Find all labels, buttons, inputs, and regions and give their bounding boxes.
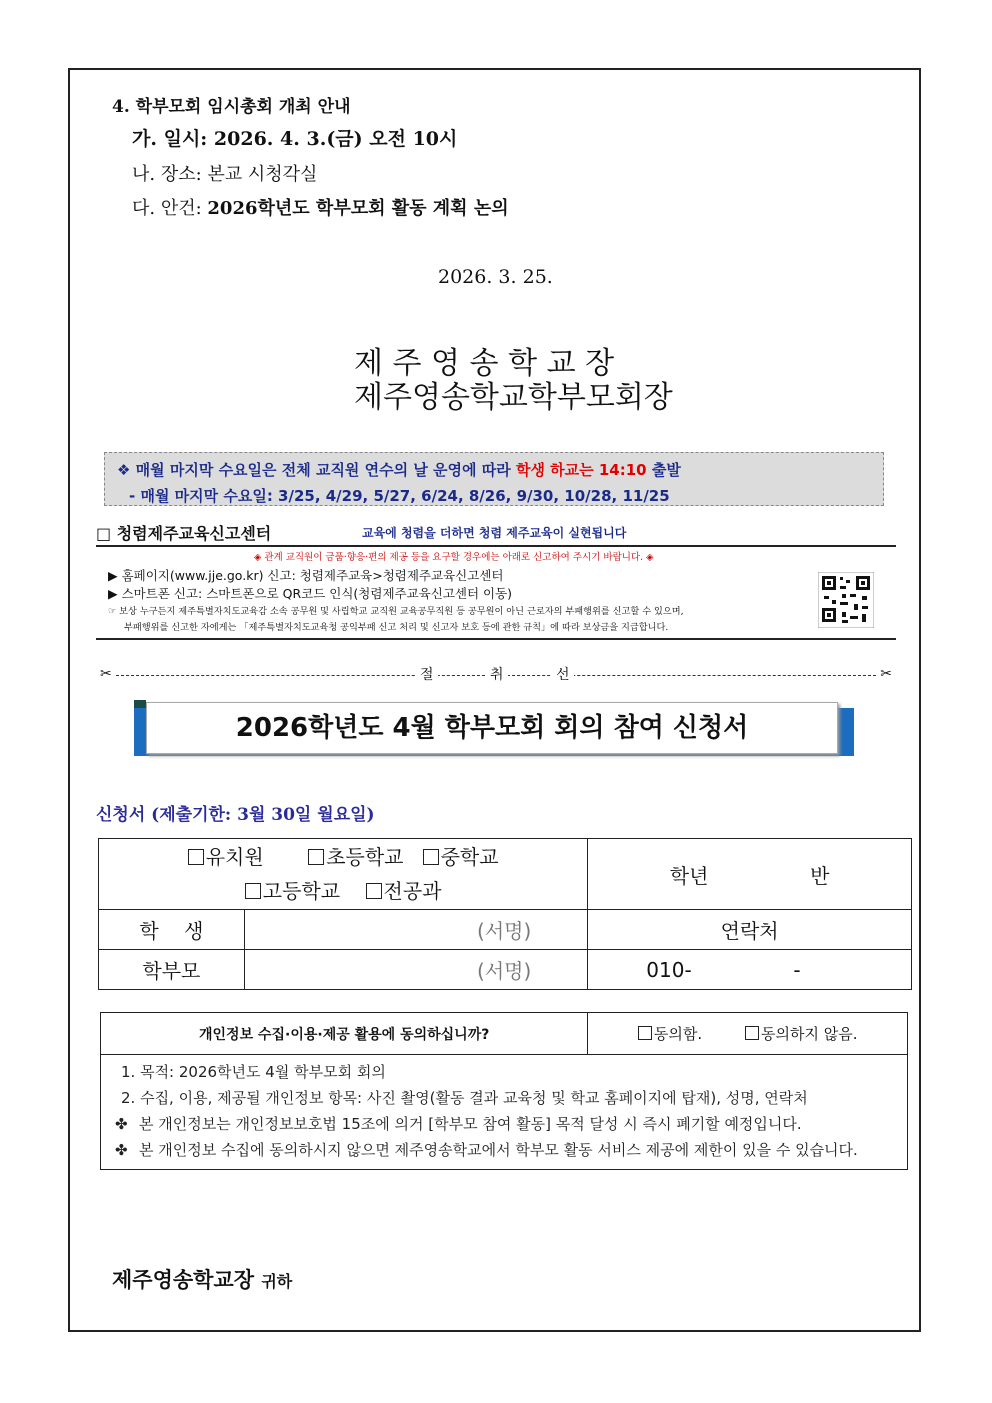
checkbox-elementary[interactable] [308, 845, 403, 869]
grade-label: 학년 [669, 863, 709, 888]
integrity-subnote: ◈ 관계 교직원이 금품·향응·편의 제공 등을 요구할 경우에는 아래로 신고하여 주시기 바랍니다. ◈ [254, 552, 654, 563]
consent-details-row [101, 1055, 908, 1170]
school-type-row [99, 839, 912, 910]
checkbox-middle[interactable] [423, 845, 499, 869]
sign-hint: (서명) [477, 919, 532, 943]
checkbox-icon[interactable] [188, 849, 204, 865]
cut-line [96, 668, 896, 684]
checkbox-icon[interactable] [638, 1026, 652, 1040]
consent-question-row [101, 1013, 908, 1055]
notice-text-end: 출발 [646, 461, 681, 479]
consent-item-retention [115, 1111, 893, 1137]
checkbox-icon[interactable] [745, 1026, 759, 1040]
disagree-label: 동의하지 않음. [761, 1025, 858, 1043]
integrity-smartphone: ▶ 스마트폰 신고: 스마트폰으로 QR코드 인식(청렴제주교육신고센터 이동) [108, 586, 513, 601]
signer-principal: 제 주 영 송 학 교 장 [354, 346, 615, 381]
checkbox-icon[interactable] [245, 883, 261, 899]
consent-options [588, 1013, 908, 1055]
meeting-place: 나. 장소: 본교 시청각실 [132, 164, 318, 185]
notice-line-2: - 매월 마지막 수요일: 3/25, 4/29, 5/27, 6/24, 8/26, 9/30, 10/28, 11/25 [129, 487, 670, 505]
checkbox-agree[interactable] [638, 1025, 702, 1043]
consent-item-restriction [115, 1137, 893, 1163]
student-row [99, 910, 912, 950]
divider-top [96, 545, 896, 547]
meeting-date: 가. 일시: 2026. 4. 3.(금) 오전 10시 [132, 128, 458, 150]
cut-label-1: 절 [416, 664, 438, 684]
class-label: 반 [810, 863, 830, 888]
clover-icon: ✤ [115, 1115, 128, 1133]
school-type-line-1 [100, 840, 586, 874]
phone-field[interactable] [588, 950, 912, 990]
phone-prefix: 010- [646, 957, 692, 982]
checkbox-major[interactable] [366, 879, 442, 903]
parent-label: 학부모 [99, 950, 245, 990]
sign-hint: (서명) [477, 959, 532, 983]
integrity-reward-1: ☞ 보상 누구든지 제주특별자치도교육감 소속 공무원 및 사립학교 교직원 교육공무직원 등 공무원이 아닌 근로자의 부패행위를 신고할 수 있으며, [108, 606, 684, 617]
consent-details [101, 1055, 908, 1170]
addressee [112, 1264, 292, 1294]
consent-item-purpose: 1. 목적: 2026학년도 4월 학부모회 회의 [121, 1063, 386, 1081]
scissors-right-icon: ✂ [876, 666, 896, 682]
signer-parents-president: 제주영송학교학부모회장 [354, 380, 673, 415]
agree-label: 동의함. [653, 1025, 703, 1043]
integrity-homepage: ▶ 홈페이지(www.jje.go.kr) 신고: 청렴제주교육>청렴제주교육신고센터 [108, 568, 504, 583]
contact-label: 연락처 [588, 910, 912, 950]
notice-highlight: 학생 하교는 14:10 [515, 461, 647, 479]
option-label: 중학교 [440, 845, 499, 869]
notice-line-1 [117, 459, 681, 480]
divider-bottom [96, 638, 896, 640]
cut-label-3: 선 [552, 664, 574, 684]
notice-box [104, 452, 884, 506]
submission-deadline: 신청서 (제출기한: 3월 30일 월요일) [96, 805, 375, 825]
clover-icon: ✤ [115, 1141, 128, 1159]
checkbox-high[interactable] [245, 879, 340, 903]
option-label: 전공과 [383, 879, 442, 903]
integrity-slogan: 교육에 청렴을 더하면 청렴 제주교육이 실현됩니다 [362, 526, 627, 540]
restriction-text: 본 개인정보 수집에 동의하시지 않으면 제주영송학교에서 학부모 활동 서비스 제공에 제한이 있을 수 있습니다. [139, 1141, 858, 1159]
agenda-text: 2026학년도 학부모회 활동 계획 논의 [207, 198, 509, 219]
meeting-heading: 4. 학부모회 임시총회 개최 안내 [112, 97, 351, 117]
application-form [98, 838, 912, 990]
option-label: 고등학교 [262, 879, 341, 903]
consent-table [100, 1012, 908, 1170]
notice-text: ❖ 매월 마지막 수요일은 전체 교직원 연수의 날 운영에 따라 [117, 461, 516, 479]
option-label: 초등학교 [326, 845, 404, 869]
phone-separator: - [793, 957, 801, 982]
addressee-name: 제주영송학교장 [112, 1267, 255, 1292]
parent-signature-field[interactable] [244, 950, 587, 990]
grade-class-field[interactable] [588, 839, 912, 910]
checkbox-disagree[interactable] [745, 1025, 857, 1043]
form-title: 2026학년도 4월 학부모회 회의 참여 신청서 [146, 702, 838, 754]
retention-text: 본 개인정보는 개인정보보호법 15조에 의거 [학부모 참여 활동] 목적 달성 시 즉시 폐기할 예정입니다. [139, 1115, 802, 1133]
school-type-line-2 [100, 874, 586, 908]
school-type-cell [99, 839, 588, 910]
integrity-title: □ 청렴제주교육신고센터 [96, 524, 272, 543]
addressee-suffix: 귀하 [261, 1272, 293, 1291]
checkbox-icon[interactable] [308, 849, 324, 865]
student-label: 학 생 [99, 910, 245, 950]
agenda-prefix: 다. 안건: [132, 198, 208, 219]
scissors-left-icon: ✂ [96, 666, 116, 682]
checkbox-icon[interactable] [423, 849, 439, 865]
integrity-reward-2: 부패행위를 신고한 자에게는 「제주특별자치도교육청 공익부패 신고 처리 및 신고자 보호 등에 관한 규칙」에 따라 보상금을 지급합니다. [124, 622, 669, 633]
qr-code-icon[interactable] [818, 572, 874, 628]
cut-label-2: 취 [486, 664, 508, 684]
student-signature-field[interactable] [244, 910, 587, 950]
parent-row [99, 950, 912, 990]
option-label: 유치원 [205, 845, 264, 869]
consent-item-fields: 2. 수집, 이용, 제공될 개인정보 항목: 사진 촬영(활동 결과 교육청 및 학교 홈페이지에 탑재), 성명, 연락처 [121, 1089, 808, 1107]
checkbox-kindergarten[interactable] [188, 845, 264, 869]
doc-date: 2026. 3. 25. [438, 266, 553, 288]
checkbox-icon[interactable] [366, 883, 382, 899]
meeting-agenda [132, 194, 509, 220]
consent-question: 개인정보 수집·이용·제공 활용에 동의하십니까? [101, 1013, 588, 1055]
